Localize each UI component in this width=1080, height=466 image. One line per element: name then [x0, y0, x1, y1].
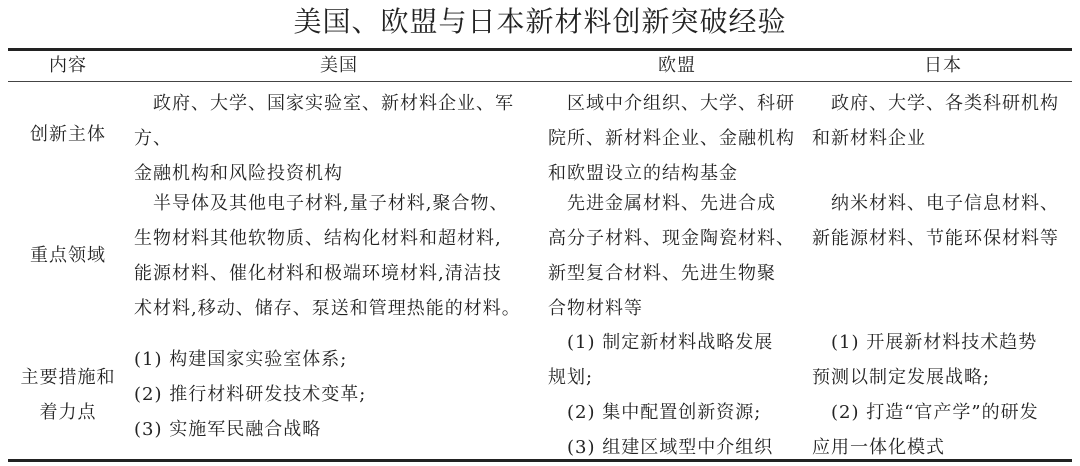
header-eu: 欧盟 [658, 55, 696, 76]
row-label-key-fields: 重点领域 [30, 245, 106, 266]
header-japan: 日本 [924, 55, 962, 76]
header-usa: 美国 [320, 55, 358, 76]
table-title: 美国、欧盟与日本新材料创新突破经验 [293, 5, 787, 38]
table-top-rule [8, 48, 1072, 51]
row-label-main-measures: 主要措施和 着力点 [20, 367, 116, 423]
cell-usa-main-measures: (1) 构建国家实验室体系; (2) 推行材料研发技术变革; (3) 实施军民融合战略 [134, 349, 367, 440]
header-rule [8, 81, 1072, 82]
cell-japan-innovation-subjects: 政府、大学、各类科研机构 和新材料企业 [812, 93, 1059, 149]
cell-usa-innovation-subjects: 政府、大学、国家实验室、新材料企业、军方、 金融机构和风险投资机构 [134, 93, 514, 184]
header-content: 内容 [49, 55, 87, 76]
cell-eu-main-measures: (1) 制定新材料战略发展 规划; (2) 集中配置创新资源; (3) 组建区域型中介组织 [548, 332, 774, 458]
table-bottom-rule [8, 459, 1072, 462]
cell-japan-main-measures: (1) 开展新材料技术趋势 预测以制定发展战略; (2) 打造“官产学”的研发 应用一体化模式 [812, 332, 1039, 458]
cell-eu-key-fields: 先进金属材料、先进合成 高分子材料、现金陶瓷材料、 新型复合材料、先进生物聚 合物材料等 [548, 193, 795, 319]
cell-japan-key-fields: 纳米材料、电子信息材料、 新能源材料、节能环保材料等 [812, 193, 1059, 249]
row-label-innovation-subjects: 创新主体 [30, 124, 106, 145]
cell-eu-innovation-subjects: 区域中介组织、大学、科研 院所、新材料企业、金融机构 和欧盟设立的结构基金 [548, 93, 795, 184]
cell-usa-key-fields: 半导体及其他电子材料,量子材料,聚合物、 生物材料其他软物质、结构化材料和超材料, 能源材料、催化材料和极端环境材料,清洁技 术材料,移动、储存、泵送和管理热能的材料。 [134, 193, 521, 319]
